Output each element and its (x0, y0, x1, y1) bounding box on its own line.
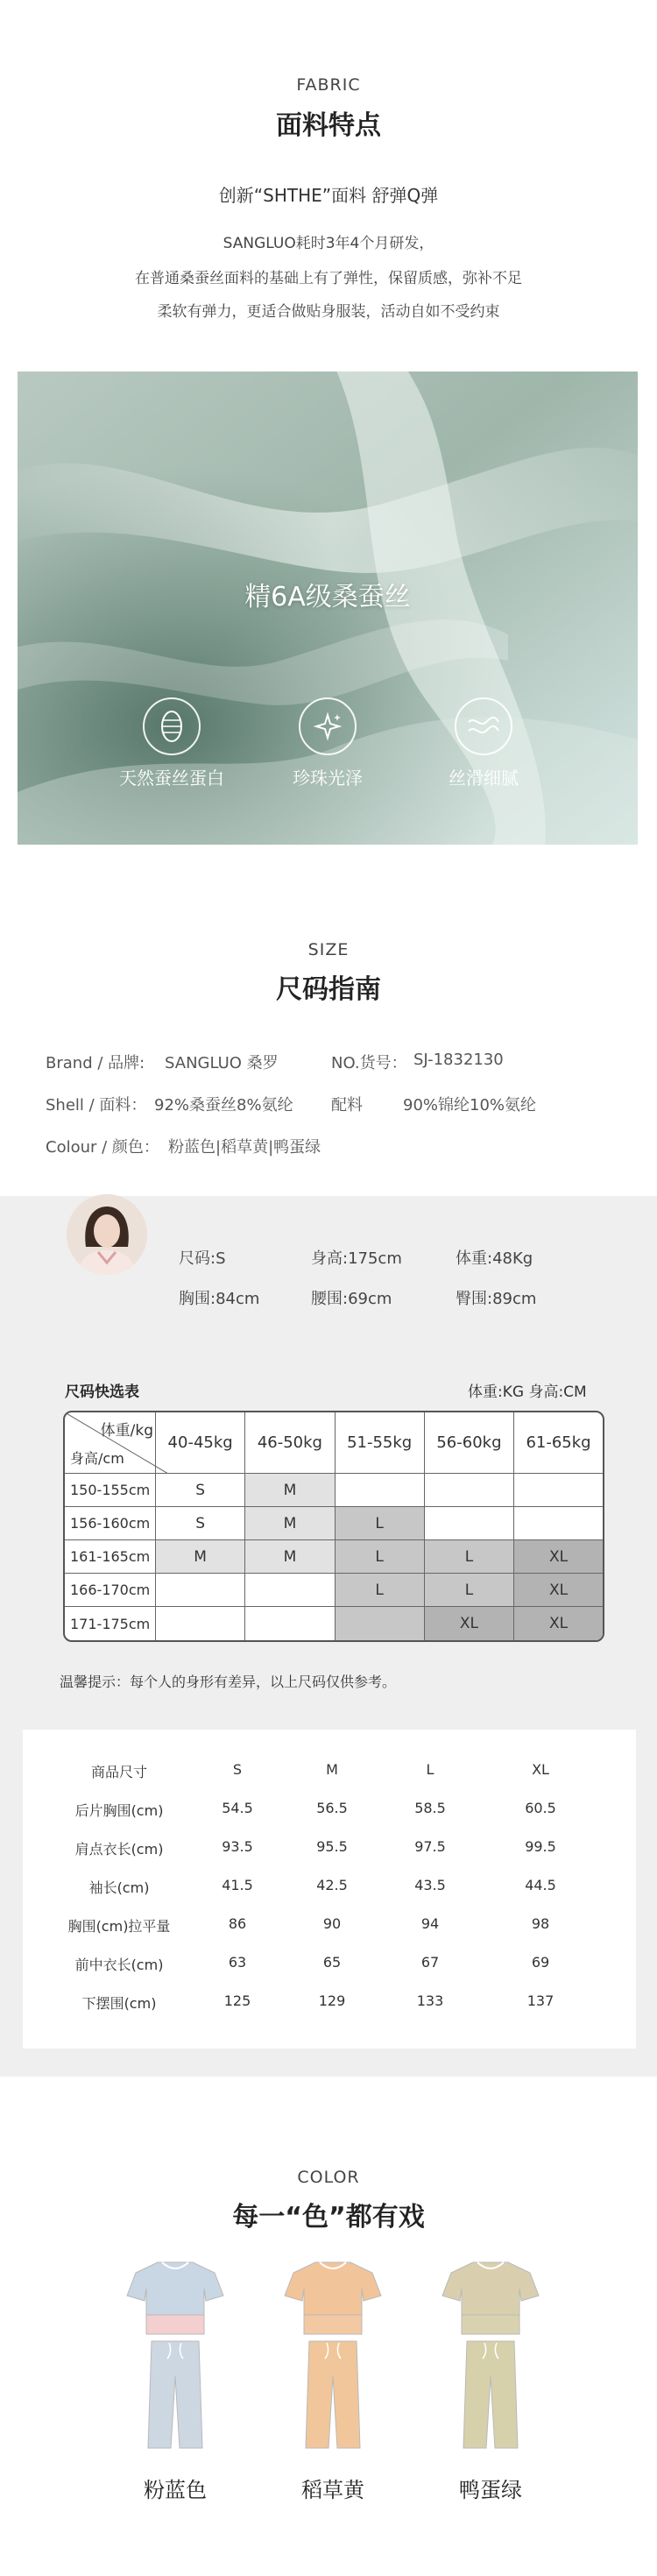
fabric-desc-line-2: 在普通桑蚕丝面料的基础上有了弹性，保留质感，弥补不足 (135, 270, 522, 287)
corner-height-label: 身高/cm (70, 1450, 124, 1467)
size-cell: L (336, 1540, 425, 1574)
measure-row-label: 下摆围(cm) (81, 1995, 157, 2012)
size-cell: L (425, 1540, 514, 1574)
measure-header-cell: M (326, 1761, 338, 1778)
measure-row-label: 后片胸围(cm) (74, 1802, 164, 1819)
measure-value: 94 (420, 1915, 440, 1932)
size-cell: L (336, 1574, 425, 1607)
measure-value: 99.5 (525, 1838, 556, 1855)
table-row (65, 1607, 603, 1640)
measure-value: 44.5 (525, 1877, 556, 1893)
height-row-header: 161-165cm (65, 1540, 156, 1574)
shell-value: 92%桑蚕丝8%氨纶 (154, 1096, 293, 1115)
measure-value: 41.5 (222, 1877, 253, 1893)
size-cell (156, 1574, 245, 1607)
fabric-heading-en: FABRIC (296, 75, 361, 95)
pajama-illustration (434, 2254, 548, 2455)
height-row-header: 166-170cm (65, 1574, 156, 1607)
model-hip: 臀围:89cm (456, 1290, 537, 1308)
size-cell (245, 1574, 335, 1607)
measure-value: 67 (420, 1954, 440, 1971)
pajama-top (442, 2262, 539, 2315)
size-cell: S (156, 1474, 245, 1507)
pajama-illustration (118, 2254, 232, 2455)
pajama-illustration (276, 2254, 390, 2455)
measure-value: 93.5 (222, 1838, 253, 1855)
size-cell (514, 1474, 603, 1507)
model-weight: 体重:48Kg (456, 1249, 533, 1268)
feature-pearl-label: 珍珠光泽 (293, 768, 363, 789)
measure-header-cell: S (232, 1761, 243, 1778)
shell-label: Shell / 面料： (46, 1096, 147, 1115)
measure-value: 63 (228, 1954, 247, 1971)
model-height: 身高:175cm (311, 1249, 402, 1268)
table-row (65, 1574, 603, 1607)
weight-column-header: 56-60kg (425, 1412, 514, 1474)
measure-value: 43.5 (414, 1877, 446, 1893)
size-cell: XL (514, 1607, 603, 1640)
measure-row-label: 胸围(cm)拉平量 (67, 1918, 171, 1935)
measure-value: 65 (322, 1954, 342, 1971)
feature-protein (102, 697, 242, 789)
size-cell: S (156, 1507, 245, 1540)
size-cell (336, 1474, 425, 1507)
measure-header-cell: XL (532, 1761, 549, 1778)
brand-label: Brand / 品牌: (46, 1054, 145, 1072)
model-chest: 胸围:84cm (179, 1290, 260, 1308)
weight-column-header: 51-55kg (336, 1412, 425, 1474)
measure-value: 129 (318, 1992, 346, 2009)
feature-pearl (258, 697, 398, 789)
size-cell (425, 1507, 514, 1540)
size-heading-cn: 尺码指南 (276, 974, 381, 1005)
measure-value: 54.5 (222, 1800, 253, 1816)
colour-label: Colour / 颜色： (46, 1138, 159, 1157)
size-cell: M (156, 1540, 245, 1574)
weight-column-header: 61-65kg (514, 1412, 603, 1474)
weight-column-header: 46-50kg (245, 1412, 335, 1474)
fabric-heading-cn: 面料特点 (276, 110, 381, 141)
colour-value: 粉蓝色|稻草黄|鸭蛋绿 (168, 1138, 321, 1157)
pajama-top (127, 2262, 223, 2315)
size-cell (514, 1507, 603, 1540)
color-heading-cn: 每一“色”都有戏 (232, 2202, 425, 2233)
measure-value: 95.5 (316, 1838, 348, 1855)
lining-value: 90%锦纶10%氨纶 (403, 1096, 537, 1115)
size-cell: XL (514, 1540, 603, 1574)
pajama-pants (148, 2341, 202, 2448)
silk-grade-title: 精6A级桑蚕丝 (244, 582, 411, 612)
measure-row-label: 袖长(cm) (88, 1879, 150, 1896)
size-cell: L (425, 1574, 514, 1607)
fabric-desc-line-3: 柔软有弹力，更适合做贴身服装，活动自如不受约束 (157, 303, 500, 321)
size-cell: L (336, 1507, 425, 1540)
height-row-header: 171-175cm (65, 1607, 156, 1640)
measure-row-label: 前中衣长(cm) (74, 1957, 164, 1973)
size-cell: M (245, 1507, 335, 1540)
wave-icon (455, 697, 512, 755)
model-size: 尺码:S (179, 1249, 226, 1268)
pajama-hem (462, 2315, 519, 2334)
feature-protein-label: 天然蚕丝蛋白 (119, 768, 224, 789)
table-corner-cell (65, 1412, 156, 1474)
measure-header-cell: L (426, 1761, 434, 1778)
model-avatar (67, 1194, 147, 1275)
pajama-blue (118, 2254, 232, 2455)
quick-select-title: 尺码快选表 (65, 1384, 139, 1401)
measure-value: 86 (228, 1915, 247, 1932)
fabric-desc-line-1: SANGLUO耗时3年4个月研发， (223, 235, 434, 252)
color-label-blue: 粉蓝色 (144, 2478, 207, 2502)
size-cell (336, 1607, 425, 1640)
size-cell: M (245, 1540, 335, 1574)
weight-column-header: 40-45kg (156, 1412, 245, 1474)
cocoon-icon (143, 697, 201, 755)
table-row (65, 1540, 603, 1574)
color-label-green: 鸭蛋绿 (459, 2478, 522, 2502)
corner-weight-label: 体重/kg (100, 1422, 153, 1440)
fabric-subtitle: 创新“SHTHE”面料 舒弹Q弹 (218, 185, 439, 206)
table-row (65, 1507, 603, 1540)
measurement-table (23, 1730, 636, 2049)
brand-value: SANGLUO 桑罗 (165, 1054, 279, 1072)
sparkle-icon (299, 697, 357, 755)
measure-value: 137 (526, 1992, 555, 2009)
size-quick-select-table (63, 1411, 604, 1642)
pajama-pants (306, 2341, 360, 2448)
size-cell (156, 1607, 245, 1640)
measure-row-label: 肩点衣长(cm) (74, 1841, 164, 1858)
color-heading-en: COLOR (297, 2168, 360, 2187)
size-heading-en: SIZE (307, 940, 350, 959)
model-waist: 腰围:69cm (311, 1290, 392, 1308)
item-no-value: SJ-1832130 (413, 1051, 504, 1069)
pajama-hem (304, 2315, 362, 2334)
pajama-green (434, 2254, 548, 2455)
measure-value: 69 (531, 1954, 550, 1971)
feature-smooth (413, 697, 554, 789)
silk-fabric-image (18, 372, 638, 845)
pajama-pants (463, 2341, 518, 2448)
quick-select-unit: 体重:KG 身高:CM (468, 1384, 587, 1401)
measure-value: 98 (531, 1915, 550, 1932)
measure-value: 58.5 (414, 1800, 446, 1816)
item-no-label: NO.货号： (331, 1054, 407, 1072)
table-row (65, 1474, 603, 1507)
lining-label: 配料 (331, 1096, 363, 1115)
measure-value: 56.5 (316, 1800, 348, 1816)
color-label-yellow: 稻草黄 (301, 2478, 364, 2502)
measure-value: 42.5 (316, 1877, 348, 1893)
size-tip: 温馨提示：每个人的身形有差异，以上尺码仅供参考。 (60, 1674, 397, 1690)
size-cell: XL (425, 1607, 514, 1640)
measure-value: 133 (416, 1992, 444, 2009)
height-row-header: 150-155cm (65, 1474, 156, 1507)
pajama-hem (146, 2315, 204, 2334)
measure-header-cell: 商品尺寸 (90, 1764, 147, 1780)
measure-value: 125 (223, 1992, 251, 2009)
feature-smooth-label: 丝滑细腻 (449, 768, 519, 789)
height-row-header: 156-160cm (65, 1507, 156, 1540)
size-cell (245, 1607, 335, 1640)
pajama-yellow (276, 2254, 390, 2455)
measure-value: 90 (322, 1915, 342, 1932)
size-cell: M (245, 1474, 335, 1507)
pajama-top (285, 2262, 381, 2315)
table-header-row (65, 1412, 603, 1474)
size-cell: XL (514, 1574, 603, 1607)
size-cell (425, 1474, 514, 1507)
measure-value: 97.5 (414, 1838, 446, 1855)
measure-value: 60.5 (525, 1800, 556, 1816)
